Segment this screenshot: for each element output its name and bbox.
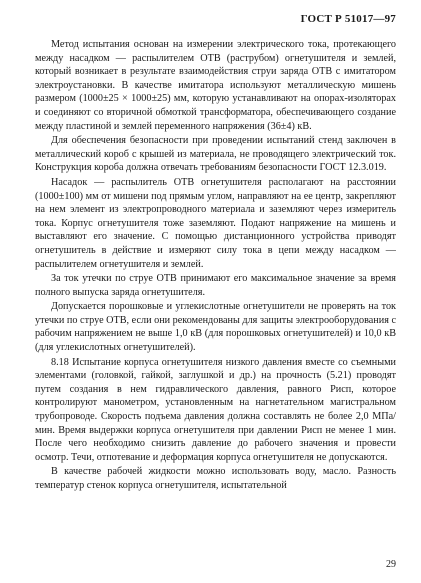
document-id-header: ГОСТ Р 51017—97 [300,13,396,25]
paragraph-leakage-current: За ток утечки по струе ОТВ принимают его максимальное значение за время полного выпуска заряда огнетушителя. [35,273,396,298]
paragraph-safety-enclosure: Для обеспечения безопасности при проведении испытаний стенд заключен в металлический короб с крышей из материала, не проводящего электрический ток. Конструкция короба должна отвечать требованиям безопасности ГОСТ 12.3.019. [35,135,396,174]
document-body [35,38,396,493]
paragraph-working-fluid: В качестве рабочей жидкости можно использовать воду, масло. Разность температур стенок корпуса огнетушителя, испытательной [35,466,396,491]
page-number: 29 [386,559,396,570]
paragraph-section-8-18: 8.18 Испытание корпуса огнетушителя низкого давления вместе со съемными элементами (головкой, гайкой, заглушкой и др.) на прочность (5.21) проводят путем создания в нем гидравлического давления, равного Pисп, которое контролируют манометром, установленным на нагнетательном магистральном трубопроводе. Скорость подъема давления должна составлять не более 2,0 МПа/мин. Время выдержки корпуса огнетушителя при давлении Pисп не менее 1 мин. После чего необходимо снизить давление до рабочего значения и провести осмотр. Течи, отпотевание и деформация корпуса огнетушителя не допускаются. [35,356,396,463]
paragraph-test-method: Метод испытания основан на измерении электрического тока, протекающего между насадком — распылителем ОТВ (раструбом) огнетушителя и землей, который возникает в результате взаимодействия струи заряда ОТВ с имитатором электроустановки. В качестве имитатора используют металлическую мишень размером (1000±25 × 1000±25) мм, которую устанавливают на опорах-изоляторах и соединяют со вторичной обмоткой трансформатора, обеспечивающего создание между пластиной и землей переменного напряжения (36±4) кВ. [35,39,396,132]
paragraph-exemption: Допускается порошковые и углекислотные огнетушители не проверять на ток утечки по струе ОТВ, если они рекомендованы для защиты электрооборудования с рабочим напряжением не выше 1,0 кВ (для порошковых огнетушителей) и 10,0 кВ (для углекислотных огнетушителей). [35,301,396,354]
paragraph-nozzle-setup: Насадок — распылитель ОТВ огнетушителя располагают на расстоянии (1000±100) мм от мишени под прямым углом, направляют на ее центр, закрепляют на нем элемент из электропроводного материала и заземляют через измеритель тока. Корпус огнетушителя тоже заземляют. Подают напряжение на мишень и выставляют его значение. С помощью дистанционного устройства приводят огнетушитель в действие и измеряют силу тока в цепи между насадком — распылителем огнетушителя и землей. [35,176,396,270]
